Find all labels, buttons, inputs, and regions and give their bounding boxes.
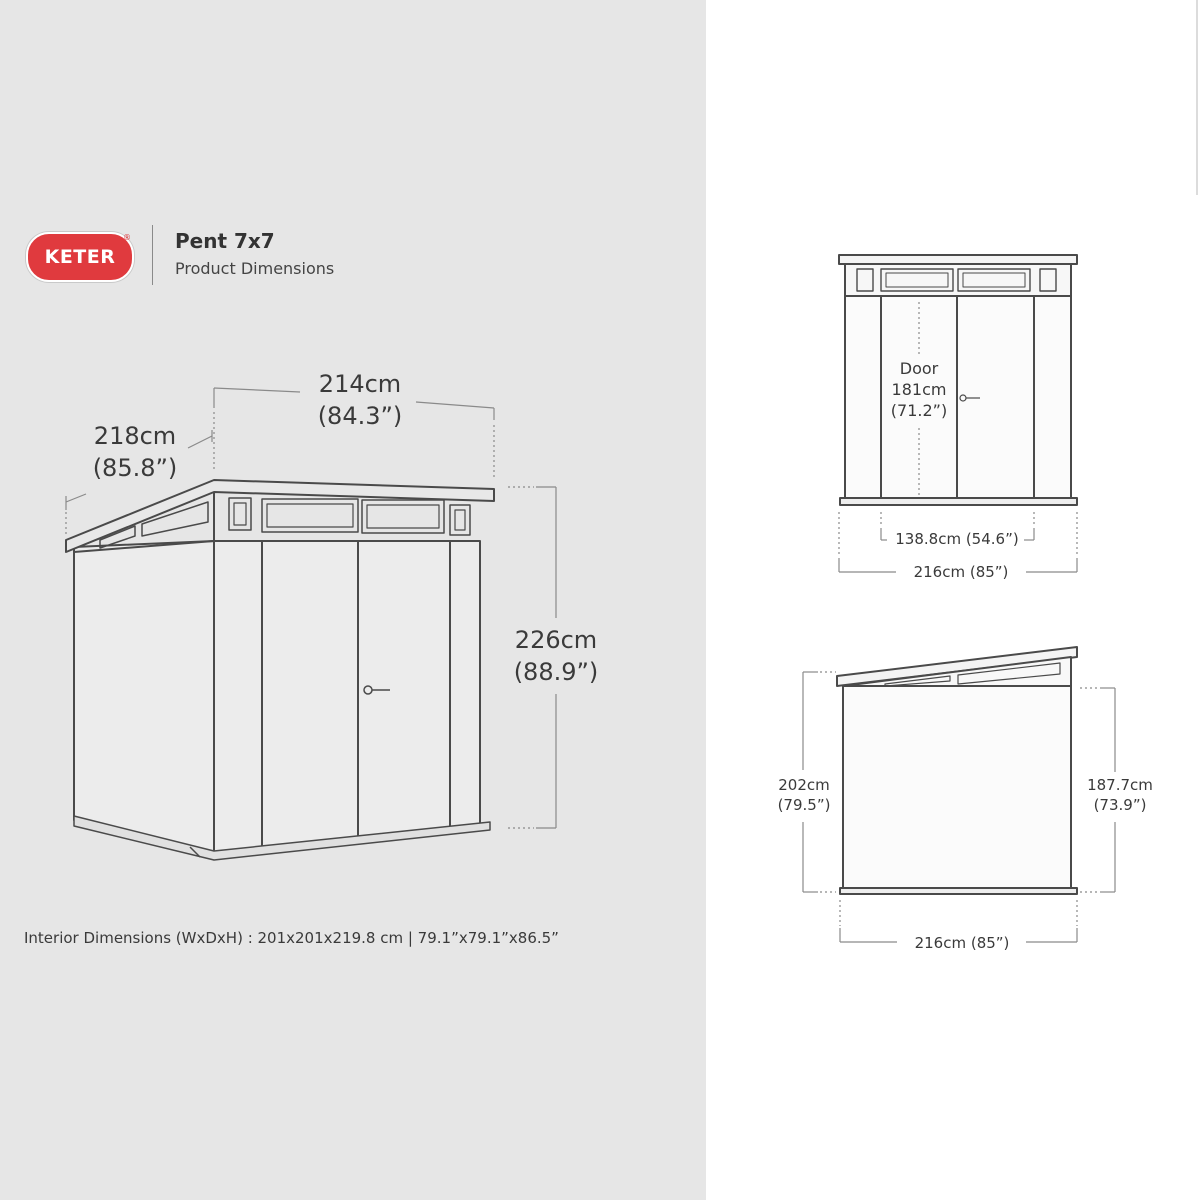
- product-subtitle: Product Dimensions: [175, 259, 335, 278]
- height-cm: 226cm: [514, 626, 598, 654]
- rear-height-in: (73.9”): [1093, 796, 1147, 814]
- depth-in: (85.8”): [92, 454, 178, 482]
- front-height-dimension: [768, 775, 840, 815]
- side-view-shed: [837, 647, 1077, 894]
- rear-height-cm: 187.7cm: [1087, 776, 1153, 794]
- width-in: (84.3”): [317, 402, 403, 430]
- front-total-width: 216cm (85”): [913, 563, 1009, 581]
- product-title: Pent 7x7: [175, 229, 275, 253]
- height-dimension: [500, 624, 612, 688]
- door-label: Door: [899, 359, 939, 378]
- door-in: (71.2”): [890, 401, 948, 420]
- front-height-cm: 202cm: [778, 776, 830, 794]
- door-cm: 181cm: [891, 380, 947, 399]
- logo-text: KETER: [44, 246, 116, 268]
- width-dimension: [300, 368, 420, 432]
- registered-mark: ®: [123, 233, 131, 242]
- rear-height-dimension: [1078, 775, 1162, 815]
- front-height-in: (79.5”): [777, 796, 831, 814]
- depth-cm: 218cm: [93, 422, 177, 450]
- door-height-dimension: [879, 358, 959, 421]
- interior-dimensions: Interior Dimensions (WxDxH) : 201x201x219.8 cm | 79.1”x79.1”x86.5”: [24, 929, 559, 947]
- depth-dimension: [80, 420, 190, 484]
- door-width-dimension: 138.8cm (54.6”): [895, 530, 1019, 548]
- height-in: (88.9”): [513, 658, 599, 686]
- isometric-shed: [66, 480, 494, 860]
- side-depth-dimension: 216cm (85”): [914, 934, 1010, 952]
- width-cm: 214cm: [318, 370, 402, 398]
